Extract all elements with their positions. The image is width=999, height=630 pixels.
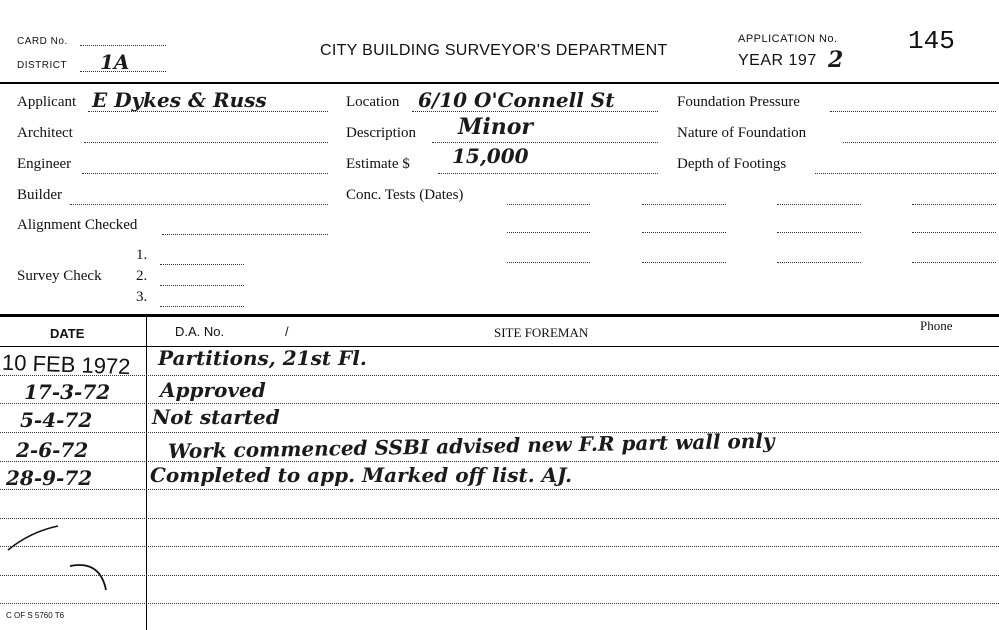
conc-test-line xyxy=(507,262,590,263)
table-top-rule xyxy=(0,314,999,317)
entry-text: Work commenced SSBI advised new F.R part wall only xyxy=(167,428,775,464)
applicant-value: E Dykes & Russ xyxy=(92,88,267,112)
entry-text: Partitions, 21st Fl. xyxy=(158,346,367,370)
year-digit: 2 xyxy=(828,47,844,73)
survey-number-3: 3. xyxy=(136,289,148,305)
application-number: 145 xyxy=(908,26,955,56)
survey-check-label: Survey Check xyxy=(17,268,102,284)
da-no-header: D.A. No. xyxy=(175,324,225,339)
site-foreman-header: SITE FOREMAN xyxy=(494,325,589,340)
nature-of-foundation-label: Nature of Foundation xyxy=(677,125,807,141)
row-line xyxy=(0,489,999,490)
entry-text: Completed to app. Marked off list. AJ. xyxy=(150,463,573,487)
entry-date: 28-9-72 xyxy=(6,466,93,490)
card-no-label: CARD No. xyxy=(17,36,68,47)
survey-line-2 xyxy=(160,285,244,286)
location-label: Location xyxy=(346,94,400,110)
description-value: Minor xyxy=(458,114,533,140)
estimate-line xyxy=(438,173,658,174)
card-no-line xyxy=(80,45,166,46)
date-column-divider xyxy=(146,316,147,630)
entry-text: Not started xyxy=(152,405,280,429)
description-label: Description xyxy=(346,125,416,141)
foundation-pressure-line xyxy=(830,111,996,112)
survey-line-1 xyxy=(160,264,244,265)
engineer-line xyxy=(82,173,328,174)
row-line xyxy=(0,375,999,376)
survey-number-2: 2. xyxy=(136,268,148,284)
department-title: CITY BUILDING SURVEYOR'S DEPARTMENT xyxy=(320,42,668,59)
depth-of-footings-label: Depth of Footings xyxy=(677,156,787,172)
conc-test-line xyxy=(507,204,590,205)
survey-line-3 xyxy=(160,306,244,307)
conc-test-line xyxy=(642,204,726,205)
applicant-label: Applicant xyxy=(17,94,77,110)
survey-number-1: 1. xyxy=(136,247,148,263)
entry-date: 5-4-72 xyxy=(20,408,93,432)
pen-mark-scribble xyxy=(0,520,130,600)
da-no-separator: / xyxy=(285,324,289,339)
application-no-label: APPLICATION No. xyxy=(738,33,838,45)
date-header: DATE xyxy=(50,326,85,341)
entry-text: Approved xyxy=(160,378,266,402)
row-line xyxy=(0,518,999,519)
conc-test-line xyxy=(777,204,861,205)
row-line xyxy=(0,461,999,462)
estimate-label: Estimate $ xyxy=(346,156,410,172)
header-rule xyxy=(0,82,999,84)
foundation-pressure-label: Foundation Pressure xyxy=(677,94,800,110)
year-label: YEAR 197 xyxy=(738,52,817,69)
depth-of-footings-line xyxy=(815,173,996,174)
entry-date: 10 FEB 1972 xyxy=(1,349,131,380)
row-line xyxy=(0,546,999,547)
entry-date: 17-3-72 xyxy=(24,380,111,404)
district-label: DISTRICT xyxy=(17,60,68,71)
row-line xyxy=(0,603,999,604)
builder-line xyxy=(70,204,328,205)
row-line xyxy=(0,575,999,576)
district-value: 1A xyxy=(100,50,130,74)
conc-test-line xyxy=(912,204,996,205)
architect-line xyxy=(84,142,328,143)
alignment-line xyxy=(162,234,328,235)
alignment-label: Alignment Checked xyxy=(17,217,138,233)
conc-test-line xyxy=(777,232,861,233)
conc-test-line xyxy=(912,232,996,233)
location-value: 6/10 O'Connell St xyxy=(418,88,615,112)
entry-date: 2-6-72 xyxy=(16,438,89,462)
form-code: C OF S 5760 T6 xyxy=(6,611,65,620)
engineer-label: Engineer xyxy=(17,156,72,172)
row-line xyxy=(0,403,999,404)
conc-tests-label: Conc. Tests (Dates) xyxy=(346,187,464,203)
conc-test-line xyxy=(912,262,996,263)
builder-label: Builder xyxy=(17,187,62,203)
estimate-value: 15,000 xyxy=(452,144,529,168)
conc-test-line xyxy=(507,232,590,233)
conc-test-line xyxy=(777,262,861,263)
phone-header: Phone xyxy=(920,318,953,333)
table-header-rule xyxy=(0,346,999,347)
architect-label: Architect xyxy=(17,125,73,141)
description-line xyxy=(432,142,658,143)
nature-of-foundation-line xyxy=(843,142,996,143)
conc-test-line xyxy=(642,262,726,263)
conc-test-line xyxy=(642,232,726,233)
